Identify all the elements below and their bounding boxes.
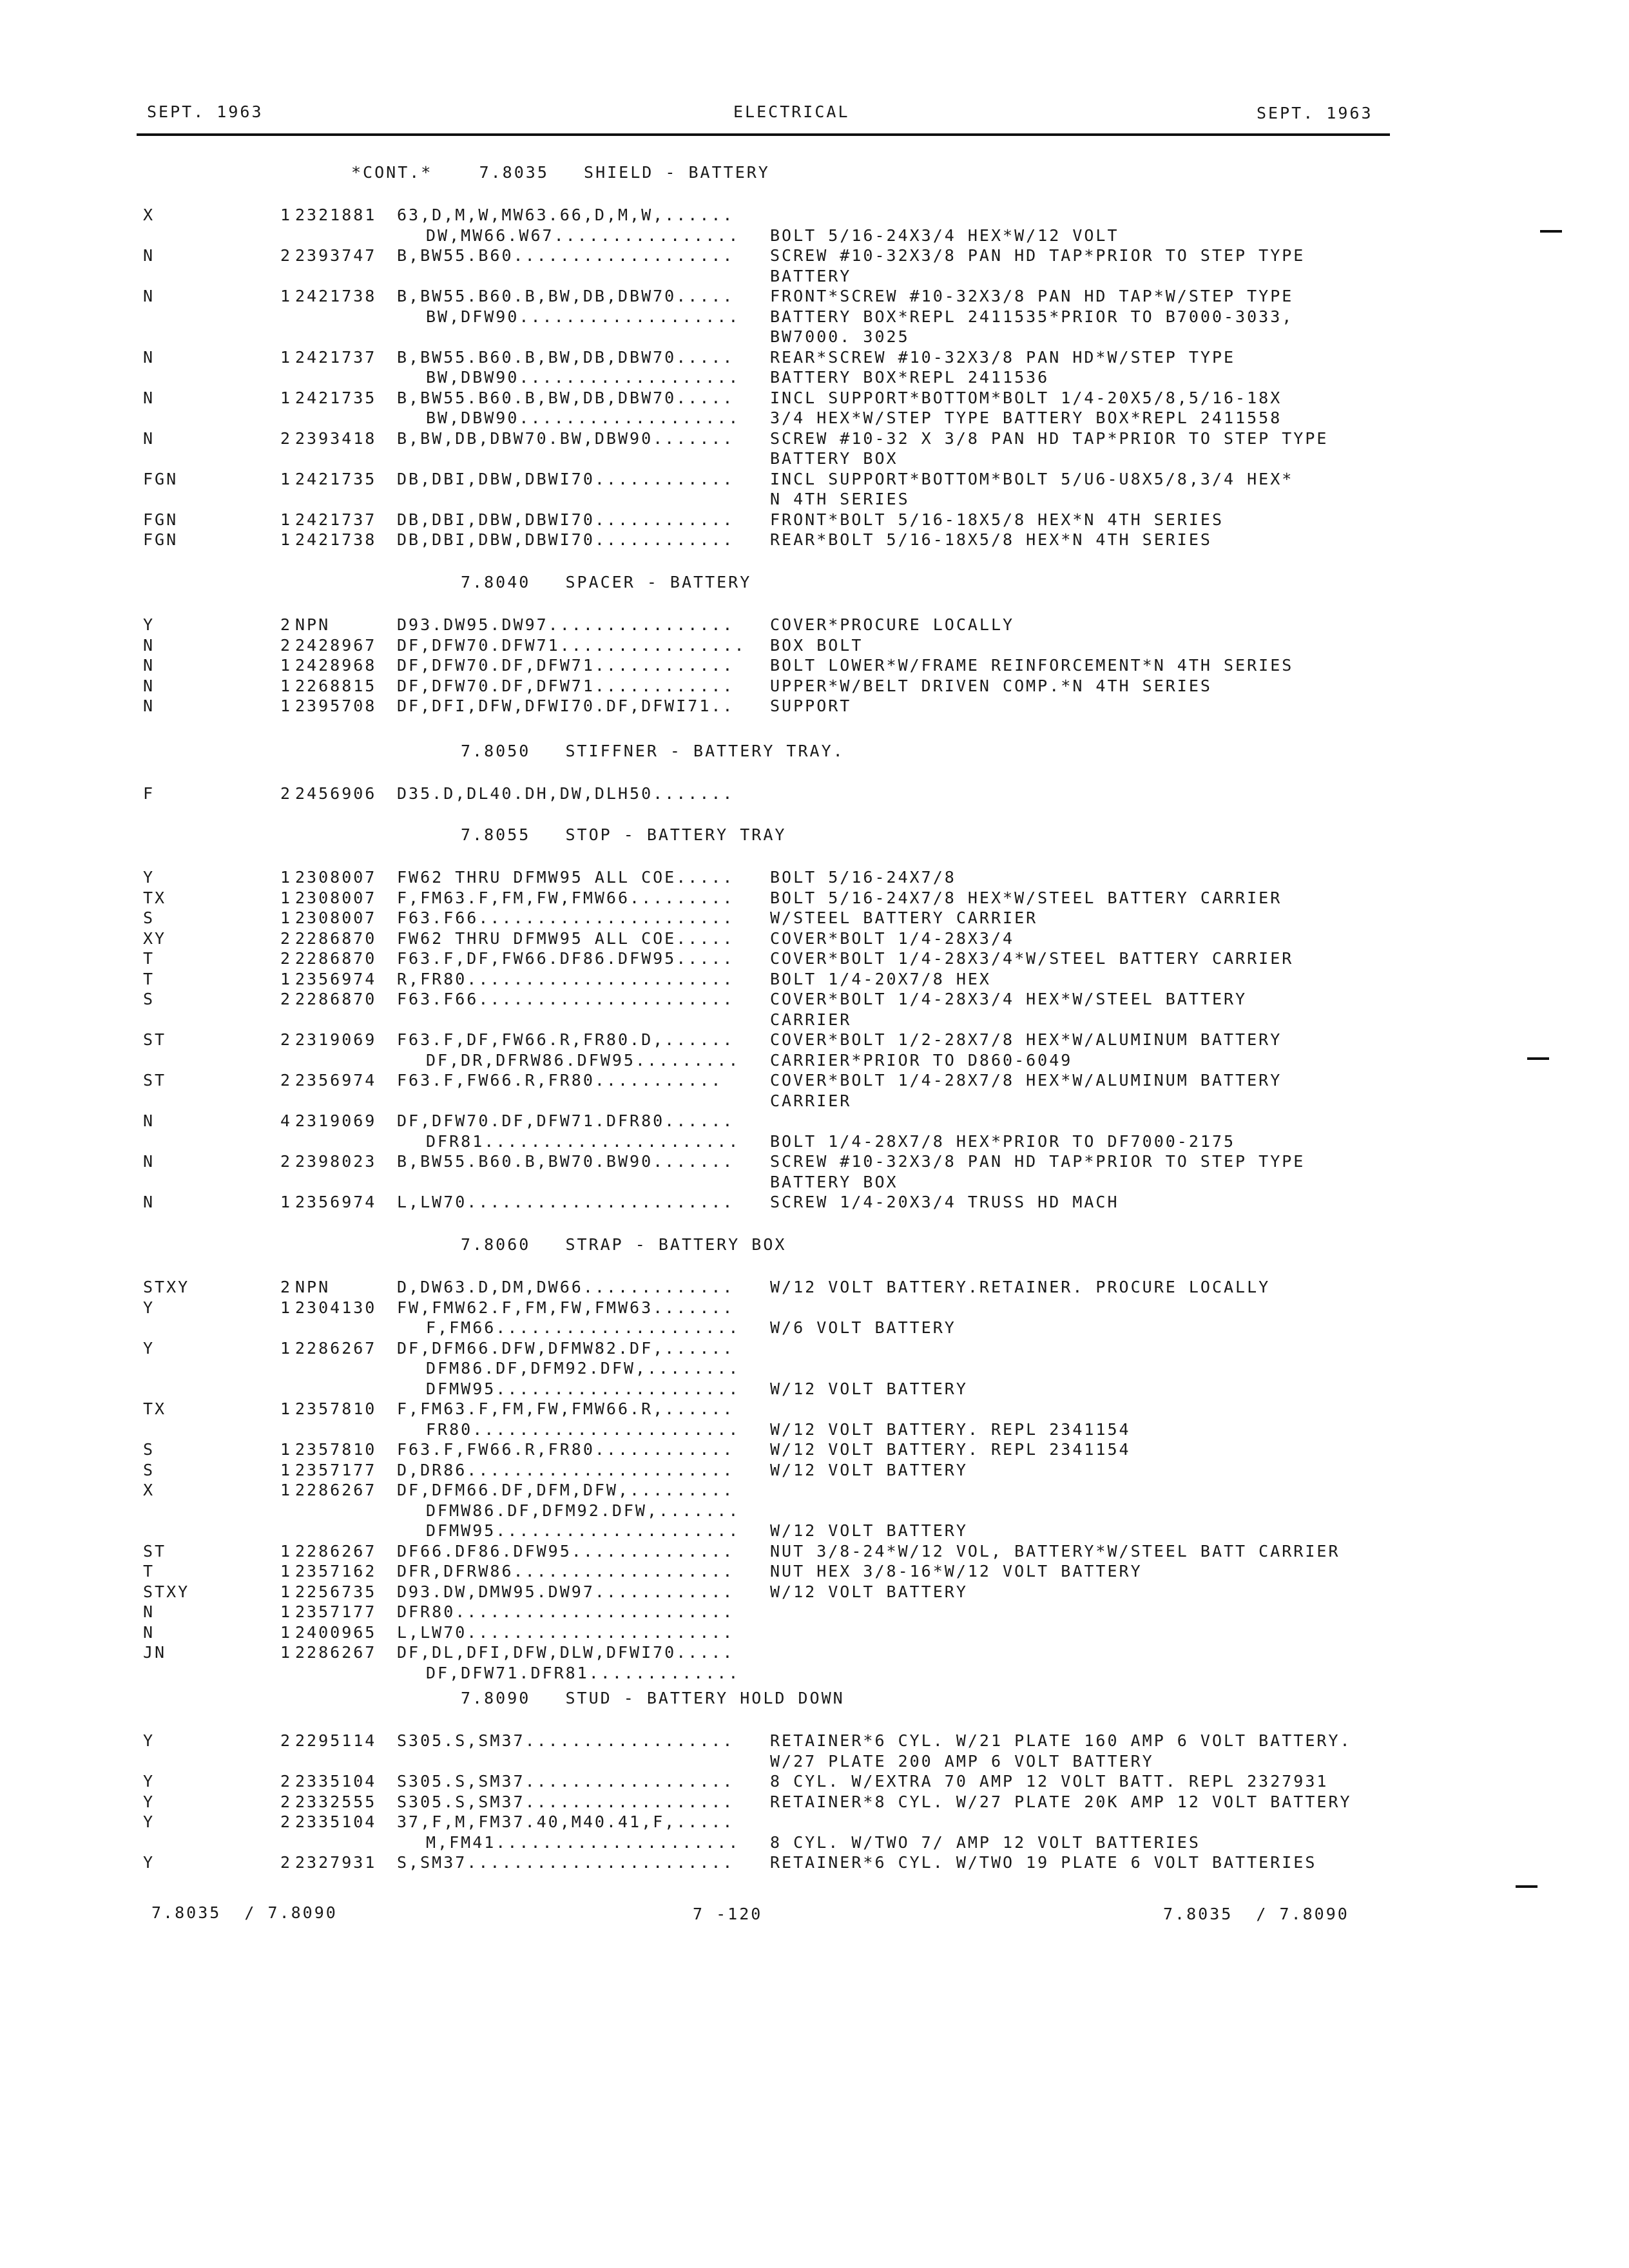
model-list: DF,DFW70.DF,DFW71............ [397,656,735,675]
model-code: FGN [143,530,178,549]
part-description: FRONT*SCREW #10-32X3/8 PAN HD TAP*W/STEP TYPE [770,287,1294,305]
part-number: 2356974 [295,1071,377,1090]
model-code: Y [143,1772,155,1791]
quantity: 1 [280,1399,293,1418]
part-description: INCL SUPPORT*BOTTOM*BOLT 1/4-20X5/8,5/16-18X [770,388,1282,407]
part-description: BOLT 5/16-24X7/8 [770,868,956,887]
part-description: W/12 VOLT BATTERY [770,1582,968,1601]
part-description: COVER*BOLT 1/4-28X3/4*W/STEEL BATTERY CARRIER [770,949,1294,968]
model-list: B,BW55.B60................... [397,246,735,265]
quantity: 2 [280,1792,293,1811]
quantity: 1 [280,908,293,927]
quantity: 1 [280,1481,293,1499]
model-list: BW,DFW90................... [426,307,740,326]
model-code: N [143,1602,155,1621]
section-heading: 7.8090 STUD - BATTERY HOLD DOWN [461,1689,845,1707]
part-number: 2268815 [295,676,377,695]
part-number: 2398023 [295,1152,377,1171]
quantity: 1 [280,1643,293,1662]
model-code: T [143,949,155,968]
quantity: 2 [280,949,293,968]
part-number: 2421737 [295,347,377,367]
model-code: N [143,287,155,305]
model-code: JN [143,1643,167,1662]
model-code: T [143,1562,155,1581]
margin-mark [1516,1885,1537,1888]
part-description: FRONT*BOLT 5/16-18X5/8 HEX*N 4TH SERIES [770,510,1224,529]
part-number: 2357810 [295,1399,377,1418]
model-code: N [143,428,155,448]
part-number: NPN [295,615,331,634]
model-list: S,SM37....................... [397,1853,735,1872]
model-code: Y [143,1338,155,1358]
part-description: W/12 VOLT BATTERY.RETAINER. PROCURE LOCALLY [770,1278,1271,1296]
model-code: ST [143,1541,167,1561]
model-list: DF,DFW71.DFR81............. [426,1663,740,1682]
quantity: 1 [280,676,293,695]
part-description: NUT HEX 3/8-16*W/12 VOLT BATTERY [770,1562,1142,1581]
quantity: 2 [280,1071,293,1090]
part-number: 2286870 [295,928,377,948]
part-description: CARRIER [770,1091,852,1110]
footer-range-left: 7.8035 / 7.8090 [151,1903,338,1922]
quantity: 2 [280,990,293,1008]
part-description: BATTERY [770,266,852,285]
model-list: DB,DBI,DBW,DBWI70............ [397,469,735,488]
part-number: 2335104 [295,1812,377,1831]
model-code: N [143,1111,155,1130]
model-code: Y [143,615,155,634]
model-code: X [143,1481,155,1499]
model-list: FR80....................... [426,1419,740,1439]
part-number: 2286870 [295,990,377,1008]
part-description: 8 CYL. W/TWO 7/ AMP 12 VOLT BATTERIES [770,1832,1200,1852]
page-number: 7 -120 [693,1905,763,1923]
model-code: ST [143,1071,167,1090]
model-list: DB,DBI,DBW,DBWI70............ [397,530,735,549]
part-number: 2357810 [295,1440,377,1459]
quantity: 1 [280,1602,293,1621]
model-list: D,DR86....................... [397,1460,735,1479]
model-list: FW62 THRU DFMW95 ALL COE..... [397,928,735,948]
model-code: S [143,1440,155,1459]
quantity: 2 [280,428,293,448]
quantity: 2 [280,1853,293,1872]
quantity: 2 [280,246,293,265]
part-description: SUPPORT [770,697,852,715]
part-number: 2456906 [295,784,377,803]
part-description: NUT 3/8-24*W/12 VOL, BATTERY*W/STEEL BATT CARRIER [770,1541,1340,1561]
part-description: SCREW 1/4-20X3/4 TRUSS HD MACH [770,1193,1119,1211]
quantity: 1 [280,469,293,488]
part-number: 2332555 [295,1792,377,1811]
part-description: BOX BOLT [770,635,863,655]
model-code: S [143,908,155,927]
model-code: N [143,388,155,407]
part-description: CARRIER*PRIOR TO D860-6049 [770,1050,1073,1070]
model-list: M,FM41..................... [426,1832,740,1852]
part-number: NPN [295,1278,331,1296]
part-number: 2304130 [295,1298,377,1317]
model-list: B,BW55.B60.B,BW,DB,DBW70..... [397,388,735,407]
part-number: 2428968 [295,656,377,675]
part-number: 2357162 [295,1562,377,1581]
model-list: D93.DW95.DW97................ [397,615,735,634]
model-code: Y [143,1731,155,1750]
model-code: FGN [143,510,178,529]
section-heading: 7.8040 SPACER - BATTERY [461,573,752,591]
model-code: X [143,206,155,224]
model-list: R,FR80....................... [397,969,735,988]
quantity: 1 [280,1622,293,1642]
part-description: COVER*BOLT 1/4-28X7/8 HEX*W/ALUMINUM BATTERY [770,1071,1282,1090]
quantity: 4 [280,1111,293,1130]
part-description: RETAINER*6 CYL. W/21 PLATE 160 AMP 6 VOLT BATTERY. [770,1731,1352,1750]
model-list: F63.F,DF,FW66.DF86.DFW95..... [397,949,735,968]
quantity: 1 [280,1338,293,1358]
model-list: DFR81...................... [426,1131,740,1151]
part-description: 8 CYL. W/EXTRA 70 AMP 12 VOLT BATT. REPL 2327931 [770,1772,1329,1791]
model-list: DFR80........................ [397,1602,735,1621]
quantity: 1 [280,1298,293,1317]
quantity: 1 [280,656,293,675]
margin-mark [1527,1057,1549,1060]
quantity: 1 [280,1562,293,1581]
model-list: F,FM63.F,FM,FW,FMW66.R,...... [397,1399,735,1418]
quantity: 1 [280,287,293,305]
quantity: 1 [280,888,293,907]
quantity: 1 [280,206,293,224]
part-description: BOLT 5/16-24X3/4 HEX*W/12 VOLT [770,226,1119,245]
model-list: F63.F66...................... [397,908,735,927]
part-description: SCREW #10-32 X 3/8 PAN HD TAP*PRIOR TO STEP TYPE [770,428,1329,448]
model-code: N [143,1193,155,1211]
part-number: 2321881 [295,206,377,224]
part-description: UPPER*W/BELT DRIVEN COMP.*N 4TH SERIES [770,676,1212,695]
model-code: STXY [143,1582,190,1601]
model-list: 63,D,M,W,MW63.66,D,M,W,...... [397,206,735,224]
part-description: BATTERY BOX [770,1172,898,1191]
model-code: XY [143,928,167,948]
part-description: BOLT 5/16-24X7/8 HEX*W/STEEL BATTERY CARRIER [770,888,1282,907]
part-number: 2295114 [295,1731,377,1750]
part-description: W/12 VOLT BATTERY [770,1460,968,1479]
quantity: 1 [280,1440,293,1459]
part-number: 2421735 [295,469,377,488]
header-date-left: SEPT. 1963 [147,102,264,121]
model-list: L,LW70....................... [397,1622,735,1642]
model-list: D35.D,DL40.DH,DW,DLH50....... [397,784,735,803]
model-list: DF,DR,DFRW86.DFW95......... [426,1050,740,1070]
part-number: 2357177 [295,1460,377,1479]
model-list: D93.DW,DMW95.DW97............ [397,1582,735,1601]
model-code: Y [143,1853,155,1872]
model-list: DF66.DF86.DFW95.............. [397,1541,735,1561]
quantity: 1 [280,388,293,407]
part-description: W/27 PLATE 200 AMP 6 VOLT BATTERY [770,1751,1154,1771]
part-description: W/6 VOLT BATTERY [770,1318,956,1337]
model-list: F63.F,FW66.R,FR80........... [397,1071,723,1090]
part-description: REAR*SCREW #10-32X3/8 PAN HD*W/STEP TYPE [770,347,1236,367]
part-number: 2393418 [295,428,377,448]
quantity: 2 [280,1772,293,1791]
part-description: N 4TH SERIES [770,490,910,508]
part-description: RETAINER*8 CYL. W/27 PLATE 20K AMP 12 VOLT BATTERY [770,1792,1352,1811]
part-description: CARRIER [770,1010,852,1029]
part-number: 2356974 [295,969,377,988]
part-description: SCREW #10-32X3/8 PAN HD TAP*PRIOR TO STEP TYPE [770,1152,1306,1171]
part-description: COVER*BOLT 1/4-28X3/4 [770,928,1015,948]
part-number: 2286267 [295,1643,377,1662]
part-number: 2286267 [295,1338,377,1358]
model-list: F63.F,DF,FW66.R,FR80.D,...... [397,1030,735,1049]
model-list: DW,MW66.W67................ [426,226,740,245]
model-list: L,LW70....................... [397,1193,735,1211]
model-list: 37,F,M,FM37.40,M40.41,F,..... [397,1812,735,1831]
part-description: RETAINER*6 CYL. W/TWO 19 PLATE 6 VOLT BATTERIES [770,1853,1317,1872]
model-list: DF,DFW70.DFW71................ [397,635,746,655]
part-description: W/12 VOLT BATTERY. REPL 2341154 [770,1440,1131,1459]
part-description: BATTERY BOX [770,449,898,468]
model-list: FW62 THRU DFMW95 ALL COE..... [397,868,735,887]
model-list: D,DW63.D,DM,DW66............. [397,1278,735,1296]
part-description: 3/4 HEX*W/STEP TYPE BATTERY BOX*REPL 2411558 [770,408,1282,427]
model-code: T [143,969,155,988]
part-number: 2393747 [295,246,377,265]
part-number: 2357177 [295,1602,377,1621]
section-heading: 7.8055 STOP - BATTERY TRAY [461,825,787,844]
section-heading: 7.8050 STIFFNER - BATTERY TRAY. [461,742,845,760]
model-code: N [143,635,155,655]
quantity: 1 [280,1193,293,1211]
part-number: 2356974 [295,1193,377,1211]
quantity: 2 [280,1731,293,1750]
section-heading: *CONT.* 7.8035 SHIELD - BATTERY [351,163,770,182]
part-description: BATTERY BOX*REPL 2411535*PRIOR TO B7000-3033, [770,307,1294,326]
part-number: 2335104 [295,1772,377,1791]
part-description: COVER*PROCURE LOCALLY [770,615,1015,634]
quantity: 1 [280,1541,293,1561]
model-list: DB,DBI,DBW,DBWI70............ [397,510,735,529]
quantity: 2 [280,615,293,634]
model-list: S305.S,SM37.................. [397,1731,735,1750]
part-number: 2400965 [295,1622,377,1642]
part-description: SCREW #10-32X3/8 PAN HD TAP*PRIOR TO STEP TYPE [770,246,1306,265]
model-list: F,FM63.F,FM,FW,FMW66......... [397,888,735,907]
part-number: 2256735 [295,1582,377,1601]
part-number: 2286267 [295,1481,377,1499]
model-code: Y [143,868,155,887]
part-number: 2421738 [295,530,377,549]
model-list: B,BW55.B60.B,BW70.BW90....... [397,1152,735,1171]
quantity: 1 [280,347,293,367]
model-code: S [143,990,155,1008]
model-list: DF,DFW70.DF,DFW71.DFR80...... [397,1111,735,1130]
part-description: BW7000. 3025 [770,327,910,346]
part-number: 2327931 [295,1853,377,1872]
header-rule [137,133,1390,136]
model-code: ST [143,1030,167,1049]
model-list: B,BW55.B60.B,BW,DB,DBW70..... [397,287,735,305]
quantity: 2 [280,1030,293,1049]
model-code: N [143,246,155,265]
model-code: Y [143,1812,155,1831]
model-code: STXY [143,1278,190,1296]
model-list: S305.S,SM37.................. [397,1792,735,1811]
model-code: N [143,1622,155,1642]
model-code: N [143,347,155,367]
model-list: F63.F66...................... [397,990,735,1008]
model-list: S305.S,SM37.................. [397,1772,735,1791]
part-number: 2421737 [295,510,377,529]
quantity: 1 [280,969,293,988]
model-list: DF,DFW70.DF,DFW71............ [397,676,735,695]
quantity: 1 [280,530,293,549]
part-description: BOLT 1/4-20X7/8 HEX [770,969,991,988]
model-list: BW,DBW90................... [426,408,740,427]
quantity: 1 [280,868,293,887]
part-description: W/12 VOLT BATTERY [770,1521,968,1540]
model-list: DF,DFI,DFW,DFWI70.DF,DFWI71.. [397,697,735,715]
model-list: DFMW95..................... [426,1521,740,1540]
quantity: 1 [280,1460,293,1479]
model-code: N [143,1152,155,1171]
part-description: COVER*BOLT 1/2-28X7/8 HEX*W/ALUMINUM BATTERY [770,1030,1282,1049]
part-number: 2308007 [295,868,377,887]
quantity: 2 [280,784,293,803]
quantity: 2 [280,1278,293,1296]
part-number: 2308007 [295,908,377,927]
model-code: TX [143,1399,167,1418]
footer-range-right: 7.8035 / 7.8090 [1163,1905,1349,1923]
model-list: DF,DFM66.DF,DFM,DFW,......... [397,1481,735,1499]
model-code: Y [143,1792,155,1811]
part-number: 2286870 [295,949,377,968]
part-description: BOLT LOWER*W/FRAME REINFORCEMENT*N 4TH SERIES [770,656,1294,675]
part-description: INCL SUPPORT*BOTTOM*BOLT 5/U6-U8X5/8,3/4 HEX* [770,469,1294,488]
margin-mark [1540,230,1562,233]
part-number: 2421738 [295,287,377,305]
part-description: W/12 VOLT BATTERY [770,1379,968,1398]
quantity: 1 [280,1582,293,1601]
model-list: F,FM66..................... [426,1318,740,1337]
part-number: 2319069 [295,1111,377,1130]
part-number: 2286267 [295,1541,377,1561]
header-date-right: SEPT. 1963 [1257,104,1373,122]
model-list: BW,DBW90................... [426,368,740,387]
model-list: DF,DL,DFI,DFW,DLW,DFWI70..... [397,1643,735,1662]
model-list: DFMW95..................... [426,1379,740,1398]
model-list: B,BW55.B60.B,BW,DB,DBW70..... [397,347,735,367]
model-list: FW,FMW62.F,FM,FW,FMW63....... [397,1298,735,1317]
model-list: DFR,DFRW86................... [397,1562,735,1581]
quantity: 2 [280,1812,293,1831]
model-list: B,BW,DB,DBW70.BW,DBW90....... [397,428,735,448]
part-description: W/12 VOLT BATTERY. REPL 2341154 [770,1419,1131,1439]
model-list: DFMW86.DF,DFM92.DFW,....... [426,1501,740,1520]
part-number: 2308007 [295,888,377,907]
section-heading: 7.8060 STRAP - BATTERY BOX [461,1235,787,1254]
part-number: 2428967 [295,635,377,655]
part-number: 2319069 [295,1030,377,1049]
model-code: N [143,697,155,715]
part-description: BOLT 1/4-28X7/8 HEX*PRIOR TO DF7000-2175 [770,1131,1236,1151]
quantity: 2 [280,928,293,948]
model-code: Y [143,1298,155,1317]
model-list: DF,DFM66.DFW,DFMW82.DF,...... [397,1338,735,1358]
model-code: N [143,676,155,695]
part-number: 2395708 [295,697,377,715]
model-list: F63.F,FW66.R,FR80............ [397,1440,735,1459]
quantity: 2 [280,1152,293,1171]
quantity: 1 [280,697,293,715]
model-list: DFM86.DF,DFM92.DFW,........ [426,1359,740,1378]
part-description: REAR*BOLT 5/16-18X5/8 HEX*N 4TH SERIES [770,530,1212,549]
quantity: 2 [280,635,293,655]
header-title: ELECTRICAL [733,102,850,121]
part-description: W/STEEL BATTERY CARRIER [770,908,1038,927]
model-code: S [143,1460,155,1479]
model-code: N [143,656,155,675]
part-description: BATTERY BOX*REPL 2411536 [770,368,1050,387]
part-number: 2421735 [295,388,377,407]
model-code: FGN [143,469,178,488]
model-code: F [143,784,155,803]
part-description: COVER*BOLT 1/4-28X3/4 HEX*W/STEEL BATTERY [770,990,1248,1008]
quantity: 1 [280,510,293,529]
model-code: TX [143,888,167,907]
